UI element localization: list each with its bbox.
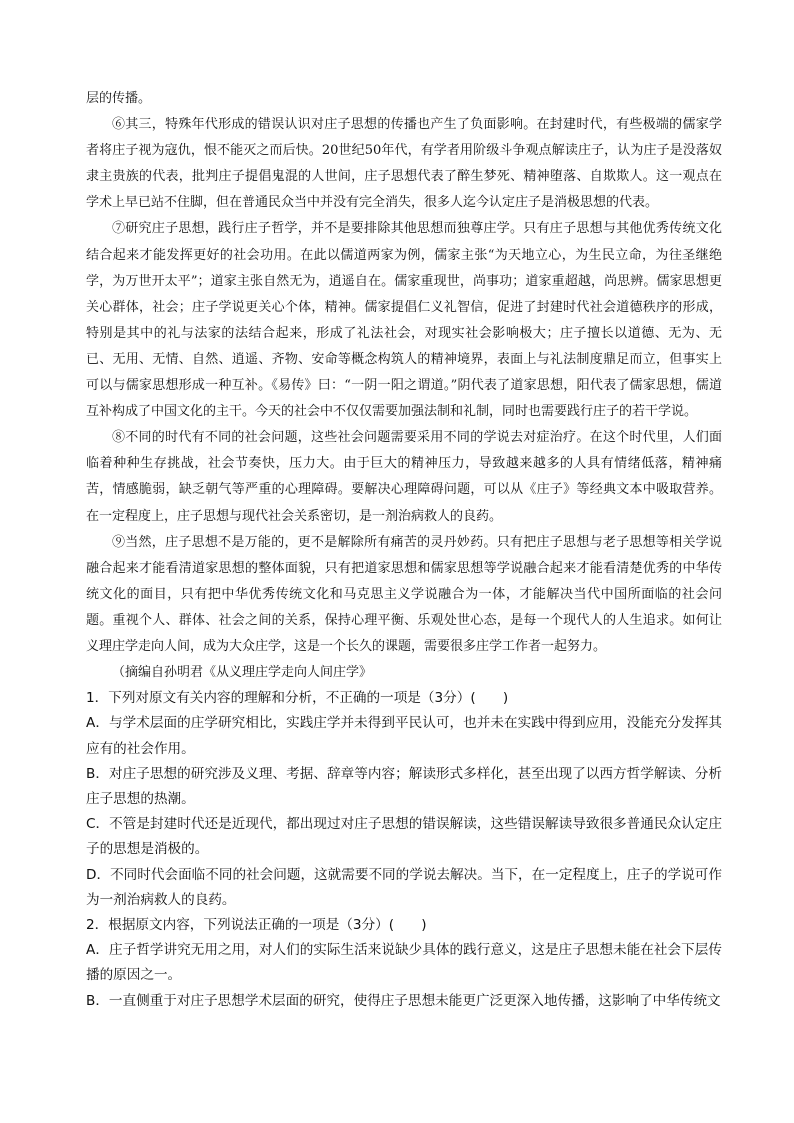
- question-1-option-b: B．对庄子思想的研究涉及义理、考据、辞章等内容；解读形式多样化，甚至出现了以西方哲学解读、分析庄子思想的热潮。: [86, 765, 722, 807]
- paragraph-5-continued: 层的传播。: [86, 91, 152, 106]
- reading-passage: [86, 86, 722, 686]
- question-list: [86, 686, 722, 1014]
- question-1-stem: 1．下列对原文有关内容的理解和分析，不正确的一项是（3分）( ): [86, 690, 509, 707]
- question-1-option-a: A．与学术层面的庄学研究相比，实践庄学并未得到平民认可，也并未在实践中得到应用，没能充分发挥其应有的社会作用。: [86, 715, 722, 757]
- question-2-option-b: B．一直侧重于对庄子思想学术层面的研究，使得庄子思想未能更广泛更深入地传播，这影响了中华传统文: [86, 992, 721, 1009]
- question-1-option-d: D．不同时代会面临不同的社会问题，这就需要不同的学说去解决。当下，在一定程度上，庄子的学说可作为一剂治病救人的良药。: [86, 866, 722, 908]
- paragraph-6: ⑥其三，特殊年代形成的错误认识对庄子思想的传播也产生了负面影响。在封建时代，有些极端的儒家学者将庄子视为寇仇，恨不能灭之而后快。20世纪50年代，有学者用阶级斗争观点解读庄子，认为庄子是没落奴隶主贵族的代表，批判庄子提倡鬼混的人世间，庄子思想代表了醉生梦死、精神堕落、自欺欺人。这一观点在学术上早已站不住脚，但在普通民众当中并没有完全消失，很多人迄今认定庄子是消极思想的代表。: [86, 117, 722, 211]
- passage-source: （摘编自孙明君《从义理庄学走向人间庄学》: [112, 665, 373, 681]
- question-2: [86, 913, 722, 1014]
- question-1: [86, 686, 722, 913]
- paragraph-8: ⑧不同的时代有不同的社会问题，这些社会问题需要采用不同的学说去对症治疗。在这个时代里，人们面临着种种生存挑战，社会节奏快，压力大。由于巨大的精神压力，导致越来越多的人具有情绪低落，精神痛苦，情感脆弱，缺乏朝气等严重的心理障碍。要解决心理障碍问题，可以从《庄子》等经典文本中吸取营养。在一定程度上，庄子思想与现代社会关系密切，是一剂治病救人的良药。: [86, 430, 722, 524]
- paragraph-7: ⑦研究庄子思想，践行庄子哲学，并不是要排除其他思想而独尊庄学。只有庄子思想与其他优秀传统文化结合起来才能发挥更好的社会功用。在此以儒道两家为例，儒家主张“为天地立心，为生民立命，为往圣继绝学，为万世开太平”；道家主张自然无为，逍遥自在。儒家重现世，尚事功；道家重超越，尚思辨。儒家思想更关心群体，社会；庄子学说更关心个体，精神。儒家提倡仁义礼智信，促进了封建时代社会道德秩序的形成，特别是其中的礼与法家的法结合起来，形成了礼法社会，对现实社会影响极大；庄子擅长以道德、无为、无已、无用、无情、自然、逍遥、齐物、安命等概念构筑人的精神境界，表面上与礼法制度鼎足而立，但事实上可以与儒家思想形成一种互补。《易传》曰：“一阴一阳之谓道。”阴代表了道家思想，阳代表了儒家思想，儒道互补构成了中国文化的主干。今天的社会中不仅仅需要加强法制和礼制，同时也需要践行庄子的若干学说。: [86, 221, 722, 420]
- document-page: [86, 86, 722, 1014]
- question-2-stem: 2．根据原文内容，下列说法正确的一项是（3分）( ): [86, 916, 427, 933]
- paragraph-9: ⑨当然，庄子思想不是万能的，更不是解除所有痛苦的灵丹妙药。只有把庄子思想与老子思想等相关学说融合起来才能看清道家思想的整体面貌，只有把道家思想和儒家思想等学说融合起来才能看清楚优秀的中华传统文化的面目，只有把中华优秀传统文化和马克思主义学说融合为一体，才能解决当代中国所面临的社会问题。重视个人、群体、社会之间的关系，保持心理平衡、乐观处世心态，是每一个现代人的人生追求。如何让义理庄学走向人间，成为大众庄学，这是一个长久的课题，需要很多庄学工作者一起努力。: [86, 534, 722, 654]
- question-1-option-c: C．不管是封建时代还是近现代，都出现过对庄子思想的错误解读，这些错误解读导致很多普通民众认定庄子的思想是消极的。: [86, 816, 722, 858]
- question-2-option-a: A．庄子哲学讲究无用之用，对人们的实际生活来说缺少具体的践行意义，这是庄子思想未能在社会下层传播的原因之一。: [86, 942, 722, 984]
